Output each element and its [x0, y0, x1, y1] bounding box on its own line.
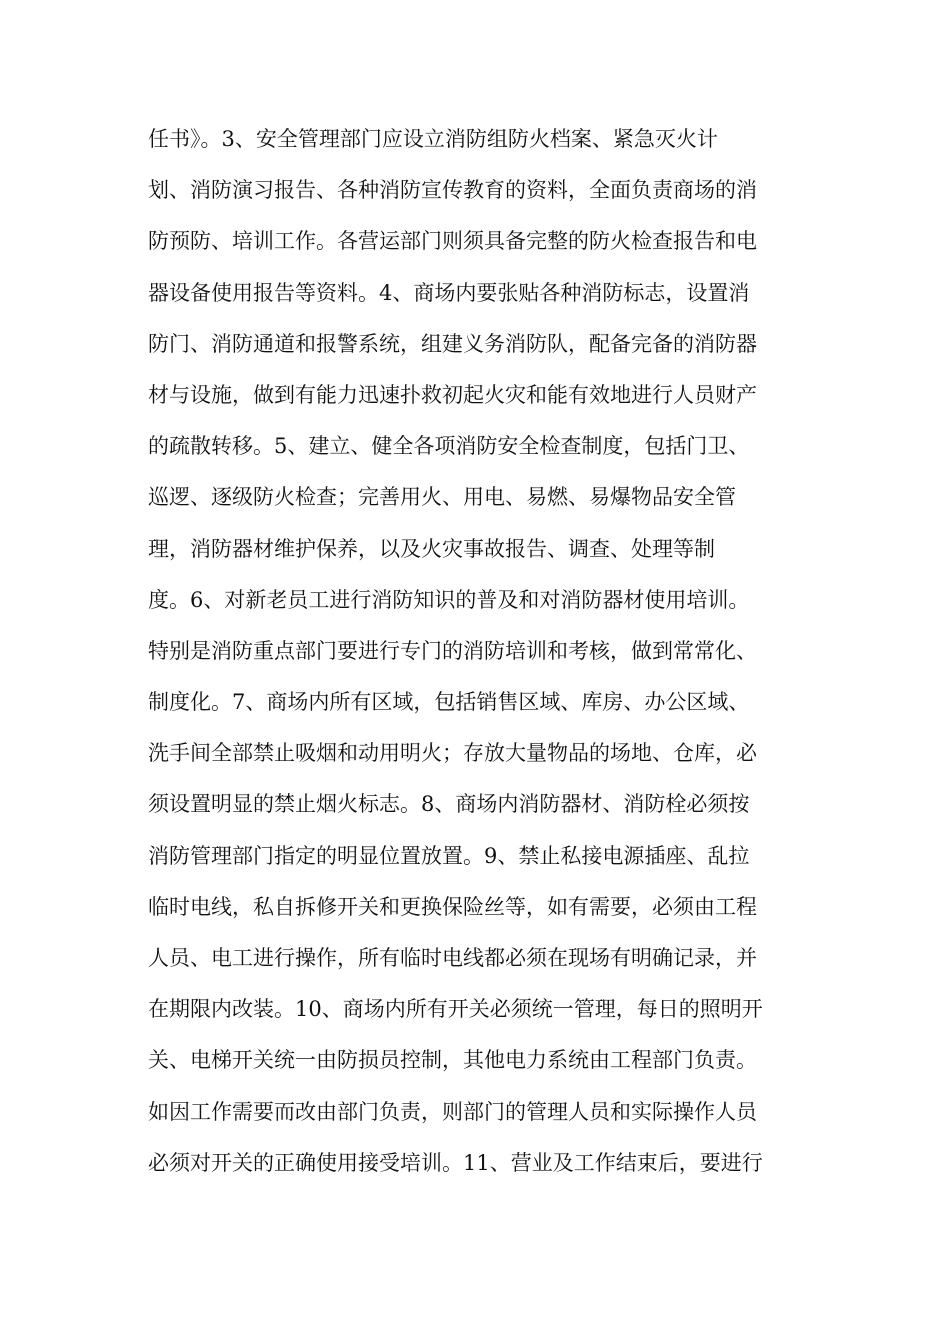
text-line: 理，消防器材维护保养，以及火灾事故报告、调查、处理等制 — [148, 536, 715, 561]
text-line: 巡逻、逐级防火检查；完善用火、用电、易燃、易爆物品安全管 — [148, 485, 736, 510]
text-line: 器设备使用报告等资料。4、商场内要张贴各种消防标志，设置消 — [148, 280, 750, 305]
text-line: 在期限内改装。10、商场内所有开关必须统一管理，每日的照明开 — [148, 997, 763, 1022]
text-line: 划、消防演习报告、各种消防宣传教育的资料，全面负责商场的消 — [148, 178, 757, 203]
text-line: 人员、电工进行操作，所有临时电线都必须在现场有明确记录，并 — [148, 946, 757, 970]
text-line: 防门、消防通道和报警系统，组建义务消防队，配备完备的消防器 — [148, 331, 757, 356]
text-line: 的疏散转移。5、建立、健全各项消防安全检查制度，包括门卫、 — [148, 434, 750, 459]
text-line: 制度化。7、商场内所有区域，包括销售区域、库房、办公区域、 — [148, 690, 750, 715]
text-line: 洗手间全部禁止吸烟和动用明火；存放大量物品的场地、仓库，必 — [148, 741, 757, 766]
text-line: 度。6、对新老员工进行消防知识的普及和对消防器材使用培训。 — [148, 587, 750, 612]
body-text — [148, 114, 808, 1189]
text-line: 防预防、培训工作。各营运部门则须具备完整的防火检查报告和电 — [148, 229, 757, 254]
text-line: 如因工作需要而改由部门负责，则部门的管理人员和实际操作人员 — [148, 1099, 757, 1124]
text-line: 特别是消防重点部门要进行专门的消防培训和考核，做到常常化、 — [148, 638, 757, 663]
text-line: 材与设施，做到有能力迅速扑救初起火灾和能有效地进行人员财产 — [148, 382, 757, 407]
text-line: 必须对开关的正确使用接受培训。11、营业及工作结束后，要进行 — [148, 1150, 763, 1175]
text-line: 临时电线，私自拆修开关和更换保险丝等，如有需要，必须由工程 — [148, 894, 757, 919]
text-line: 消防管理部门指定的明显位置放置。9、禁止私接电源插座、乱拉 — [148, 843, 750, 868]
text-line: 须设置明显的禁止烟火标志。8、商场内消防器材、消防栓必须按 — [148, 792, 750, 817]
text-line: 任书》。3、安全管理部门应设立消防组防火档案、紧急灭火计 — [148, 127, 718, 151]
text-line: 关、电梯开关统一由防损员控制，其他电力系统由工程部门负责。 — [148, 1048, 757, 1073]
